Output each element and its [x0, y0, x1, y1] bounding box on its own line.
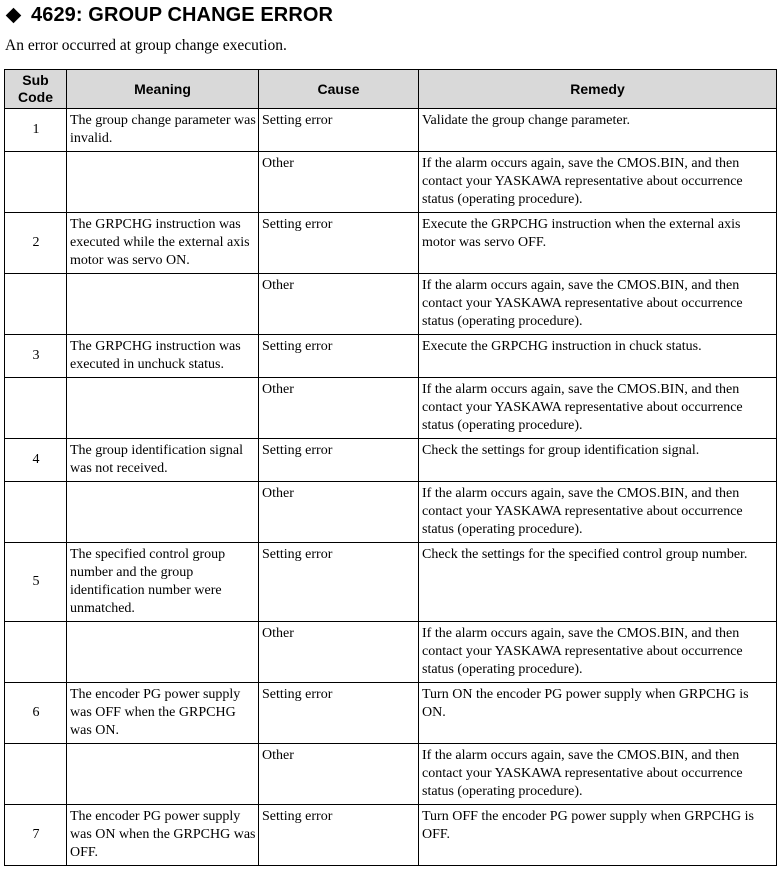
subcode-cell [5, 152, 67, 213]
page-title: 4629: GROUP CHANGE ERROR [31, 3, 334, 26]
section-heading [4, 2, 333, 28]
subcode-cell [5, 482, 67, 543]
column-header-cause: Cause [259, 70, 419, 109]
cause-cell: Setting error [259, 805, 419, 866]
subcode-cell: 4 [5, 439, 67, 482]
subcode-cell: 3 [5, 335, 67, 378]
meaning-cell: The GRPCHG instruction was executed while the external axis motor was servo ON. [67, 213, 259, 274]
cause-cell: Setting error [259, 439, 419, 482]
meaning-cell: The encoder PG power supply was ON when the GRPCHG was OFF. [67, 805, 259, 866]
table-header-row [5, 70, 777, 109]
cause-cell: Setting error [259, 109, 419, 152]
meaning-cell: The encoder PG power supply was OFF when the GRPCHG was ON. [67, 683, 259, 744]
remedy-cell: Check the settings for group identification signal. [419, 439, 777, 482]
meaning-cell [67, 378, 259, 439]
remedy-cell: Validate the group change parameter. [419, 109, 777, 152]
table-row [5, 744, 777, 805]
subcode-cell [5, 274, 67, 335]
cause-cell: Setting error [259, 683, 419, 744]
error-table [4, 69, 777, 866]
page-description: An error occurred at group change execution. [5, 37, 287, 54]
column-header-remedy: Remedy [419, 70, 777, 109]
table-row [5, 109, 777, 152]
meaning-cell: The specified control group number and the group identification number were unmatched. [67, 543, 259, 622]
subcode-cell: 6 [5, 683, 67, 744]
subcode-cell: 5 [5, 543, 67, 622]
meaning-cell [67, 274, 259, 335]
meaning-cell [67, 152, 259, 213]
remedy-cell: Turn ON the encoder PG power supply when GRPCHG is ON. [419, 683, 777, 744]
remedy-cell: Turn OFF the encoder PG power supply when GRPCHG is OFF. [419, 805, 777, 866]
remedy-cell: If the alarm occurs again, save the CMOS.BIN, and then contact your YASKAWA representative about occurrence status (operating procedure). [419, 274, 777, 335]
table-row [5, 439, 777, 482]
cause-cell: Other [259, 622, 419, 683]
subcode-cell: 1 [5, 109, 67, 152]
cause-cell: Other [259, 744, 419, 805]
column-header-subcode: Sub Code [5, 70, 67, 109]
remedy-cell: If the alarm occurs again, save the CMOS.BIN, and then contact your YASKAWA representative about occurrence status (operating procedure). [419, 482, 777, 543]
remedy-cell: If the alarm occurs again, save the CMOS.BIN, and then contact your YASKAWA representative about occurrence status (operating procedure). [419, 378, 777, 439]
subcode-cell [5, 744, 67, 805]
remedy-cell: If the alarm occurs again, save the CMOS.BIN, and then contact your YASKAWA representative about occurrence status (operating procedure). [419, 622, 777, 683]
table-row [5, 543, 777, 622]
subcode-cell [5, 378, 67, 439]
remedy-cell: Execute the GRPCHG instruction in chuck status. [419, 335, 777, 378]
meaning-cell: The group change parameter was invalid. [67, 109, 259, 152]
cause-cell: Other [259, 152, 419, 213]
meaning-cell [67, 622, 259, 683]
table-row [5, 482, 777, 543]
diamond-bullet-icon [6, 7, 22, 23]
table-row [5, 622, 777, 683]
cause-cell: Other [259, 378, 419, 439]
table-row [5, 378, 777, 439]
subcode-cell: 2 [5, 213, 67, 274]
meaning-cell [67, 482, 259, 543]
meaning-cell: The group identification signal was not received. [67, 439, 259, 482]
cause-cell: Other [259, 274, 419, 335]
table-row [5, 335, 777, 378]
table-row [5, 213, 777, 274]
cause-cell: Setting error [259, 543, 419, 622]
table-row [5, 152, 777, 213]
cause-cell: Setting error [259, 335, 419, 378]
subcode-cell [5, 622, 67, 683]
remedy-cell: If the alarm occurs again, save the CMOS.BIN, and then contact your YASKAWA representative about occurrence status (operating procedure). [419, 744, 777, 805]
meaning-cell [67, 744, 259, 805]
subcode-cell: 7 [5, 805, 67, 866]
cause-cell: Other [259, 482, 419, 543]
meaning-cell: The GRPCHG instruction was executed in unchuck status. [67, 335, 259, 378]
remedy-cell: Execute the GRPCHG instruction when the external axis motor was servo OFF. [419, 213, 777, 274]
remedy-cell: If the alarm occurs again, save the CMOS.BIN, and then contact your YASKAWA representative about occurrence status (operating procedure). [419, 152, 777, 213]
table-row [5, 683, 777, 744]
remedy-cell: Check the settings for the specified control group number. [419, 543, 777, 622]
table-row [5, 274, 777, 335]
cause-cell: Setting error [259, 213, 419, 274]
column-header-meaning: Meaning [67, 70, 259, 109]
table-row [5, 805, 777, 866]
